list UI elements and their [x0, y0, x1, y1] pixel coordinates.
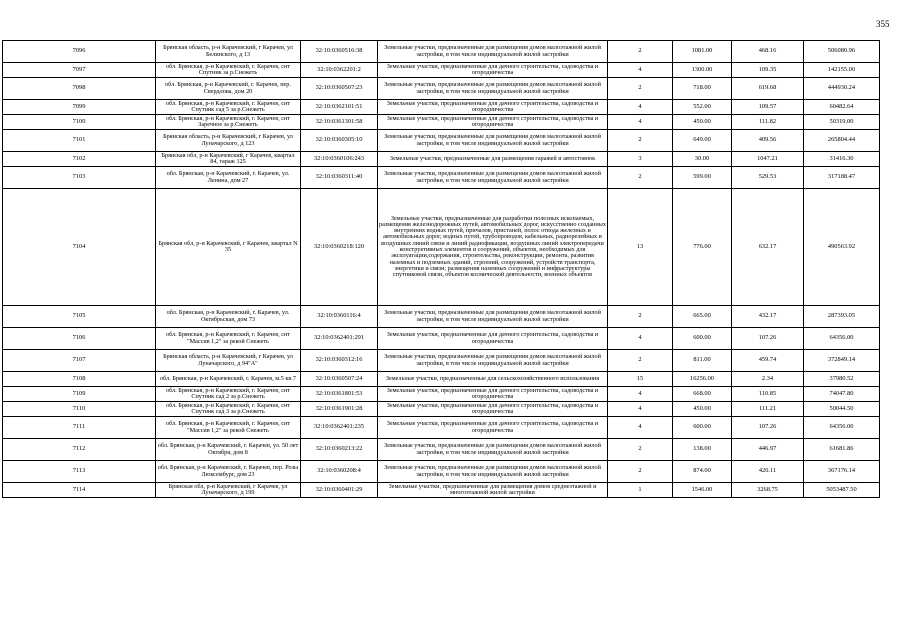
- row-address: Брянская обл, р-н Карачевский, г Карачев, квартал N 35: [156, 189, 301, 306]
- row-area: 668.00: [673, 387, 732, 402]
- row-cadastral-number: 32:10:0360218:120: [301, 189, 378, 306]
- row-number: 7112: [3, 439, 156, 461]
- row-land-purpose: Земельные участки, предназначенные для дачного строительства, садоводства и огородничества: [378, 63, 608, 78]
- row-number: 7110: [3, 402, 156, 417]
- row-specific-value: 109.57: [732, 100, 804, 115]
- row-group: 4: [608, 100, 673, 115]
- table-row: [3, 461, 880, 483]
- row-cadastral-value: 367176.14: [804, 461, 880, 483]
- row-land-purpose: Земельные участки, предназначенные для дачного строительства, садоводства и огородничества: [378, 402, 608, 417]
- table-row: [3, 167, 880, 189]
- row-cadastral-value: 142155.00: [804, 63, 880, 78]
- row-cadastral-value: 31416.30: [804, 152, 880, 167]
- table-row: [3, 78, 880, 100]
- row-number: 7104: [3, 189, 156, 306]
- row-address: Брянская область, р-н Карачевский, г Карачев, ул Луначарского, д 94"А": [156, 350, 301, 372]
- row-cadastral-value: 317188.47: [804, 167, 880, 189]
- row-land-purpose: Земельные участки, предназначенные для размещения домов малоэтажной жилой застройки, в том числе индивидуальной жилой застройки: [378, 350, 608, 372]
- table-row: [3, 100, 880, 115]
- row-area: 599.00: [673, 167, 732, 189]
- row-cadastral-value: 5053487.50: [804, 483, 880, 498]
- row-number: 7099: [3, 100, 156, 115]
- row-specific-value: 529.53: [732, 167, 804, 189]
- table-row: [3, 115, 880, 130]
- row-group: 4: [608, 328, 673, 350]
- table-row: [3, 130, 880, 152]
- row-land-purpose: Земельные участки, предназначенные для дачного строительства, садоводства и огородничества: [378, 417, 608, 439]
- row-number: 7098: [3, 78, 156, 100]
- row-land-purpose: Земельные участки, предназначенные для дачного строительства, садоводства и огородничества: [378, 328, 608, 350]
- row-group: 2: [608, 461, 673, 483]
- row-address: обл. Брянская, р-н Карачевский, г. Карачев, м.5 кв.7: [156, 372, 301, 387]
- row-cadastral-value: 64356.00: [804, 417, 880, 439]
- row-cadastral-value: 444930.24: [804, 78, 880, 100]
- row-group: 4: [608, 115, 673, 130]
- table-row: [3, 402, 880, 417]
- row-address: обл. Брянская, р-н Карачевский, г. Карачев, снт "Массив 1,2" за рекой Снежеть: [156, 328, 301, 350]
- row-group: 2: [608, 130, 673, 152]
- row-cadastral-value: 372849.14: [804, 350, 880, 372]
- row-area: 600.00: [673, 328, 732, 350]
- row-address: обл. Брянская, р-н Карачевский, г. Карачев, пер. Свердлова, дом 20: [156, 78, 301, 100]
- row-group: 4: [608, 417, 673, 439]
- row-specific-value: 459.74: [732, 350, 804, 372]
- row-specific-value: 111.82: [732, 115, 804, 130]
- row-address: обл. Брянская, р-н Карачевский, г. Карачев, снт "Массив 1,2" за рекой Снежеть: [156, 417, 301, 439]
- table-row: [3, 63, 880, 78]
- table-row: [3, 417, 880, 439]
- table-row: [3, 41, 880, 63]
- row-land-purpose: Земельные участки, предназначенные для размещения домов малоэтажной жилой застройки, в том числе индивидуальной жилой застройки: [378, 461, 608, 483]
- row-group: 2: [608, 78, 673, 100]
- row-address: обл. Брянская, р-н Карачевский, г. Карачев, пер. Розы Люксембург, дом 23: [156, 461, 301, 483]
- row-number: 7100: [3, 115, 156, 130]
- row-cadastral-number: 32:10:0360401:29: [301, 483, 378, 498]
- row-group: 13: [608, 189, 673, 306]
- row-group: 3: [608, 152, 673, 167]
- row-number: 7109: [3, 387, 156, 402]
- row-cadastral-number: 32:10:0361901:28: [301, 402, 378, 417]
- row-area: 811.00: [673, 350, 732, 372]
- row-cadastral-value: 37980.52: [804, 372, 880, 387]
- row-land-purpose: Земельные участки, предназначенные для дачного строительства, садоводства и огородничества: [378, 387, 608, 402]
- row-group: 2: [608, 439, 673, 461]
- row-area: 600.00: [673, 417, 732, 439]
- row-number: 7114: [3, 483, 156, 498]
- row-specific-value: 107.26: [732, 417, 804, 439]
- row-area: 450.00: [673, 115, 732, 130]
- row-address: Брянская область, р-н Карачевский, г Карачев, ул Луначарского, д 123: [156, 130, 301, 152]
- row-number: 7103: [3, 167, 156, 189]
- row-specific-value: 110.85: [732, 387, 804, 402]
- row-area: 552.00: [673, 100, 732, 115]
- row-group: 2: [608, 306, 673, 328]
- row-address: обл. Брянская, р-н Карачевский, г. Карачев, снт Спутник сад 5 за р.Снежеть: [156, 100, 301, 115]
- row-area: 718.00: [673, 78, 732, 100]
- row-area: 1300.00: [673, 63, 732, 78]
- row-specific-value: 446.97: [732, 439, 804, 461]
- row-cadastral-number: 32:10:0360208:4: [301, 461, 378, 483]
- row-group: 4: [608, 63, 673, 78]
- row-cadastral-number: 32:10:0361801:53: [301, 387, 378, 402]
- row-number: 7106: [3, 328, 156, 350]
- row-number: 7102: [3, 152, 156, 167]
- row-cadastral-number: 32:10:0360516:38: [301, 41, 378, 63]
- row-cadastral-number: 32:10:0360305:10: [301, 130, 378, 152]
- row-cadastral-value: 50044.50: [804, 402, 880, 417]
- row-cadastral-number: 32:10:0360106:243: [301, 152, 378, 167]
- row-number: 7105: [3, 306, 156, 328]
- row-land-purpose: Земельные участки, предназначенные для размещения домов среднеэтажной и многоэтажной жилой застройки: [378, 483, 608, 498]
- row-cadastral-number: 32:10:0360507:23: [301, 78, 378, 100]
- row-cadastral-number: 32:10:0362201:2: [301, 63, 378, 78]
- row-group: 1: [608, 483, 673, 498]
- row-address: Брянская обл, р-н Карачевский, г Карачев, квартал 84, гараж 125: [156, 152, 301, 167]
- row-specific-value: 432.17: [732, 306, 804, 328]
- row-address: обл. Брянская, р-н Карачевский, г. Карачев, ул. 50 лет Октября, дом 8: [156, 439, 301, 461]
- row-land-purpose: Земельные участки, предназначенные для разработки полезных ископаемых, размещения железнодорожных путей, автомобильных дорог, искусственно созданных внутренних водных путей, причалов, пристаней, полос отвода железных и автомобильных дорог, водных путей, трубопроводов, кабельных, радиорелейных и воздушных линий связи и линий радиофикации, воздушных линий электропередачи конструктивных элементов и сооружений, объектов, необходимых для эксплуатации,содержания, строительства, реконструкции, ремонта, развития наземных и подземных зданий, строений, сооружений, устройств транспорта, энергетики и связи; размещения наземных сооружений и инфраструктуры спутниковой связи, объектов космической деятельности, военных объектов: [378, 189, 608, 306]
- row-group: 4: [608, 402, 673, 417]
- row-land-purpose: Земельные участки, предназначенные для размещения домов малоэтажной жилой застройки, в том числе индивидуальной жилой застройки: [378, 78, 608, 100]
- row-specific-value: 632.17: [732, 189, 804, 306]
- row-area: 649.00: [673, 130, 732, 152]
- row-address: обл. Брянская, р-н Карачевский, г. Карачев, снт Спутник сад 3 за р.Снежеть: [156, 402, 301, 417]
- row-area: 16256.00: [673, 372, 732, 387]
- table-row: [3, 372, 880, 387]
- row-specific-value: 1047.21: [732, 152, 804, 167]
- row-area: 1081.00: [673, 41, 732, 63]
- row-address: обл. Брянская, р-н Карачевский, г. Карачев, ул. Октябрьская, дом 73: [156, 306, 301, 328]
- table-row: [3, 439, 880, 461]
- row-cadastral-number: 32:10:0360213:22: [301, 439, 378, 461]
- row-cadastral-number: 32:10:0362401:291: [301, 328, 378, 350]
- row-cadastral-value: 287393.05: [804, 306, 880, 328]
- row-address: Брянская область, р-н Карачевский, г Карачев, ул Белинского, д 13: [156, 41, 301, 63]
- row-number: 7113: [3, 461, 156, 483]
- row-specific-value: 420.11: [732, 461, 804, 483]
- row-land-purpose: Земельные участки, предназначенные для размещения домов малоэтажной жилой застройки, в том числе индивидуальной жилой застройки: [378, 306, 608, 328]
- table-body: [3, 41, 880, 498]
- row-cadastral-value: 50319.00: [804, 115, 880, 130]
- row-group: 2: [608, 167, 673, 189]
- row-number: 7096: [3, 41, 156, 63]
- row-number: 7111: [3, 417, 156, 439]
- table-row: [3, 152, 880, 167]
- row-cadastral-number: 32:10:0362101:51: [301, 100, 378, 115]
- row-land-purpose: Земельные участки, предназначенные для размещения домов малоэтажной жилой застройки, в том числе индивидуальной жилой застройки: [378, 41, 608, 63]
- page-number: 355: [876, 19, 890, 29]
- row-land-purpose: Земельные участки, предназначенные для дачного строительства, садоводства и огородничества: [378, 100, 608, 115]
- row-area: 138.00: [673, 439, 732, 461]
- row-group: 4: [608, 387, 673, 402]
- row-group: 2: [608, 41, 673, 63]
- row-area: 665.00: [673, 306, 732, 328]
- row-land-purpose: Земельные участки, предназначенные для размещения домов малоэтажной жилой застройки, в том числе индивидуальной жилой застройки: [378, 167, 608, 189]
- row-land-purpose: Земельные участки, предназначенные для дачного строительства, садоводства и огородничества: [378, 115, 608, 130]
- row-cadastral-value: 61681.86: [804, 439, 880, 461]
- row-number: 7101: [3, 130, 156, 152]
- row-address: обл. Брянская, р-н Карачевский, г. Карачев, снт Спутник за р.Снежеть: [156, 63, 301, 78]
- table-row: [3, 483, 880, 498]
- row-specific-value: 3268.75: [732, 483, 804, 498]
- row-land-purpose: Земельные участки, предназначенные для размещения домов малоэтажной жилой застройки, в том числе индивидуальной жилой застройки: [378, 439, 608, 461]
- row-cadastral-number: 32:10:0361301:58: [301, 115, 378, 130]
- row-specific-value: 468.16: [732, 41, 804, 63]
- row-area: 776.00: [673, 189, 732, 306]
- row-specific-value: 111.21: [732, 402, 804, 417]
- row-number: 7108: [3, 372, 156, 387]
- row-group: 2: [608, 350, 673, 372]
- row-area: 30.00: [673, 152, 732, 167]
- table-row: [3, 306, 880, 328]
- table-row: [3, 387, 880, 402]
- row-specific-value: 109.35: [732, 63, 804, 78]
- row-land-purpose: Земельные участки, предназначенные для размещения домов малоэтажной жилой застройки, в том числе индивидуальной жилой застройки: [378, 130, 608, 152]
- table-row: [3, 189, 880, 306]
- row-cadastral-value: 490563.92: [804, 189, 880, 306]
- row-cadastral-value: 60482.64: [804, 100, 880, 115]
- row-address: обл. Брянская, р-н Карачевский, г. Карачев, снт Заречное за р.Снежеть: [156, 115, 301, 130]
- row-specific-value: 409.56: [732, 130, 804, 152]
- row-cadastral-number: 32:10:0360312:16: [301, 350, 378, 372]
- row-cadastral-value: 64356.00: [804, 328, 880, 350]
- row-cadastral-value: 74047.80: [804, 387, 880, 402]
- cadastral-value-table: [2, 40, 880, 498]
- row-cadastral-number: 32:10:0360311:40: [301, 167, 378, 189]
- row-number: 7107: [3, 350, 156, 372]
- row-land-purpose: Земельные участки, предназначенные для сельскохозяйственного использования: [378, 372, 608, 387]
- row-specific-value: 619.68: [732, 78, 804, 100]
- row-cadastral-number: 32:10:0360116:4: [301, 306, 378, 328]
- row-cadastral-number: 32:10:0360507:24: [301, 372, 378, 387]
- table-row: [3, 328, 880, 350]
- row-number: 7097: [3, 63, 156, 78]
- row-area: 450.00: [673, 402, 732, 417]
- row-specific-value: 107.26: [732, 328, 804, 350]
- row-area: 874.00: [673, 461, 732, 483]
- row-address: Брянская обл, р-н Карачевский, г Карачев, ул Луначарского, д 199: [156, 483, 301, 498]
- row-address: обл. Брянская, р-н Карачевский, г. Карачев, ул. Ленина, дом 27: [156, 167, 301, 189]
- row-address: обл. Брянская, р-н Карачевский, г. Карачев, снт Спутник сад 2 за р.Снежеть: [156, 387, 301, 402]
- table-row: [3, 350, 880, 372]
- row-land-purpose: Земельные участки, предназначенные для размещения гаражей и автостоянок: [378, 152, 608, 167]
- row-cadastral-value: 265804.44: [804, 130, 880, 152]
- row-group: 15: [608, 372, 673, 387]
- row-area: 1546.00: [673, 483, 732, 498]
- row-cadastral-value: 506080.96: [804, 41, 880, 63]
- row-cadastral-number: 32:10:0362401:235: [301, 417, 378, 439]
- row-specific-value: 2.34: [732, 372, 804, 387]
